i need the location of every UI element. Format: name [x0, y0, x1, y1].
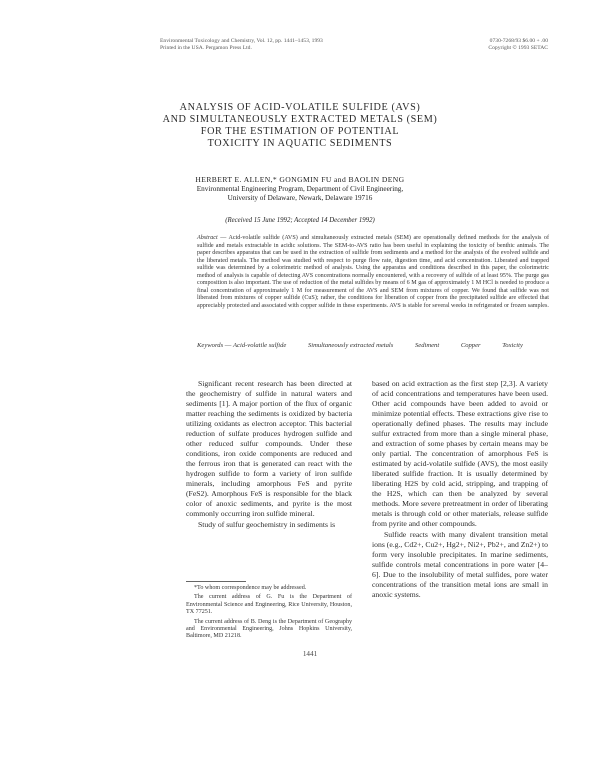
- title-line: ANALYSIS OF ACID-VOLATILE SULFIDE (AVS): [179, 102, 421, 113]
- footnote: The current address of B. Deng is the Department of Geography and Environmental Engineering, Johns Hopkins University, Baltimore, MD 21218.: [186, 618, 352, 640]
- body-paragraph: Sulfide reacts with many divalent transition metal ions (e.g., Cd2+, Cu2+, Hg2+, Ni2+, Pb2+, and Zn2+) to form very insoluble precipitates. In marine sediments, sulfide controls metal concentrations in pore water [4–6]. Due to the insolubility of metal sulfides, pore water concentrations of the transition metal ions are small in anoxic systems.: [372, 530, 548, 599]
- affiliation-line: University of Delaware, Newark, Delaware 19716: [227, 194, 373, 202]
- title-line: TOXICITY IN AQUATIC SEDIMENTS: [207, 138, 393, 149]
- received-dates: (Received 15 June 1992; Accepted 14 December 1992): [225, 217, 375, 224]
- page-number: 1441: [302, 650, 318, 658]
- title-line: FOR THE ESTIMATION OF POTENTIAL: [200, 126, 400, 137]
- copyright-notice: [468, 38, 548, 52]
- copyright-line: Copyright © 1993 SETAC: [488, 45, 548, 51]
- abstract-label: Abstract: [197, 235, 218, 241]
- affiliation: [150, 185, 450, 203]
- keywords-label: Keywords: [197, 342, 224, 349]
- affiliation-line: Environmental Engineering Program, Department of Civil Engineering,: [196, 185, 404, 193]
- keyword: Toxicity: [502, 342, 523, 349]
- abstract-text: Acid-volatile sulfide (AVS) and simultaneously extracted metals (SEM) are operationally defined methods for the analysis of sulfide and metals extractable in acidic solutions. The SEM-to-AVS ratio has been useful in explaining the toxicity of benthic animals. The paper describes apparatus that can be used in the extraction of sulfide from sediments and a method for the analysis of the evolved sulfide and the liberated metals. The method was studied with respect to purge flow rate, digestion time, and acid concentration. Liberated and trapped sulfide was determined by a colorimetric method of analysis. Using the apparatus and conditions described in this paper, the colorimetric method of analysis is capable of detecting AVS concentrations normally encountered, with a recovery of sulfide of at least 95%. The purge gas composition is also important. The use of reduction of the metal sulfides by means of 6 M gas of approximately 1 M HCl is needed to produce a final concentration of approximately 1 M for measurement of the AVS and SEM from mixtures of copper. We found that sulfide was not liberated from mixtures of copper sulfide (CuS); rather, the conditions for liberation of copper from the precipitated sulfide are effected that appreciably protected and associated with copper sulfide in these experiments. AVS is stable for several weeks in refrigerated or frozen samples.: [197, 235, 549, 309]
- footnotes: [186, 585, 352, 643]
- title-line: AND SIMULTANEOUSLY EXTRACTED METALS (SEM): [162, 114, 438, 125]
- author-list: HERBERT E. ALLEN,* GONGMIN FU and BAOLIN DENG: [195, 175, 405, 184]
- journal-citation: [160, 38, 400, 52]
- journal-citation-line: Printed in the USA. Pergamon Press Ltd.: [160, 45, 252, 51]
- footnote: The current address of G. Fu is the Department of Environmental Science and Engineering, Rice University, Houston, TX 77251.: [186, 594, 352, 616]
- footnote: *To whom correspondence may be addressed.: [194, 585, 307, 591]
- body-paragraph: Study of sulfur geochemistry in sediments is: [198, 520, 336, 529]
- keywords: Keywords — Acid-volatile sulfide Simultaneously extracted metals Sediment Copper Toxicity: [197, 342, 523, 349]
- body-column-left: [186, 379, 352, 531]
- body-paragraph: Significant recent research has been directed at the geochemistry of sulfide in natural waters and sediments [1]. A major portion of the flux of organic matter reaching the sediments is oxidized by bacteria utilizing oxidants as electron acceptor. This bacterial reduction of sulfate produces hydrogen sulfide and other reduced sulfur compounds. Under these conditions, iron oxide components are reduced and the ferrous iron that is generated can react with the hydrogen sulfide to form a variety of iron sulfide minerals, including amorphous FeS and pyrite (FeS2). Amorphous FeS is responsible for the black color of anoxic sediments, and pyrite is the most commonly occurring iron sulfide mineral.: [186, 379, 352, 518]
- footnote-divider: [186, 581, 246, 582]
- article-title: [150, 102, 450, 150]
- body-paragraph: based on acid extraction as the first step [2,3]. A variety of acid concentrations and temperatures have been used. Other acid compounds have been added to avoid or minimize potential effects. These extractions give rise to operationally defined phases. The results may include sulfur extracted from more than a single mineral phase, and extraction of some phases by certain means may be only partial. The concentration of amorphous FeS is estimated by acid-volatile sulfide (AVS), the most easily liberated sulfide fraction. It is usually determined by liberating H2S by cold acid, stripping, and trapping of the H2S, which can then be analyzed by several methods. More severe pretreatment in order of liberating metals is through cold or other materials, release sulfide from pyrite and other compounds.: [372, 379, 548, 528]
- journal-citation-line: Environmental Toxicology and Chemistry, Vol. 12, pp. 1441–1453, 1993: [160, 38, 323, 44]
- keyword: Sediment: [414, 342, 440, 349]
- abstract: Abstract — Acid-volatile sulfide (AVS) and simultaneously extracted metals (SEM) are operationally defined methods for the analysis of sulfide and metals extractable in acidic solutions. The SEM-to-AVS ratio has been useful in explaining the toxicity of benthic animals. The paper describes apparatus that can be used in the extraction of sulfide from sediments and a method for the analysis of the evolved sulfide and the liberated metals. The method was studied with respect to purge flow rate, digestion time, and acid concentration. Liberated and trapped sulfide was determined by a colorimetric method of analysis. Using the apparatus and conditions described in this paper, the colorimetric method of analysis is capable of detecting AVS concentrations normally encountered, with a recovery of sulfide of at least 95%. The purge gas composition is also important. The use of reduction of the metal sulfides by means of 6 M gas of approximately 1 M HCl is needed to produce a final concentration of approximately 1 M for measurement of the AVS and SEM from mixtures of copper. We found that sulfide was not liberated from mixtures of copper sulfide (CuS); rather, the conditions for liberation of copper from the precipitated sulfide are effected that appreciably protected and associated with copper sulfide in these experiments. AVS is stable for several weeks in refrigerated or frozen samples.: [197, 235, 549, 309]
- copyright-line: 0730-7268/93 $6.00 + .00: [489, 38, 548, 44]
- body-column-right: [372, 379, 548, 601]
- keyword: Copper: [460, 342, 481, 349]
- keyword: Simultaneously extracted metals: [307, 342, 394, 349]
- keyword: Acid-volatile sulfide: [233, 342, 287, 349]
